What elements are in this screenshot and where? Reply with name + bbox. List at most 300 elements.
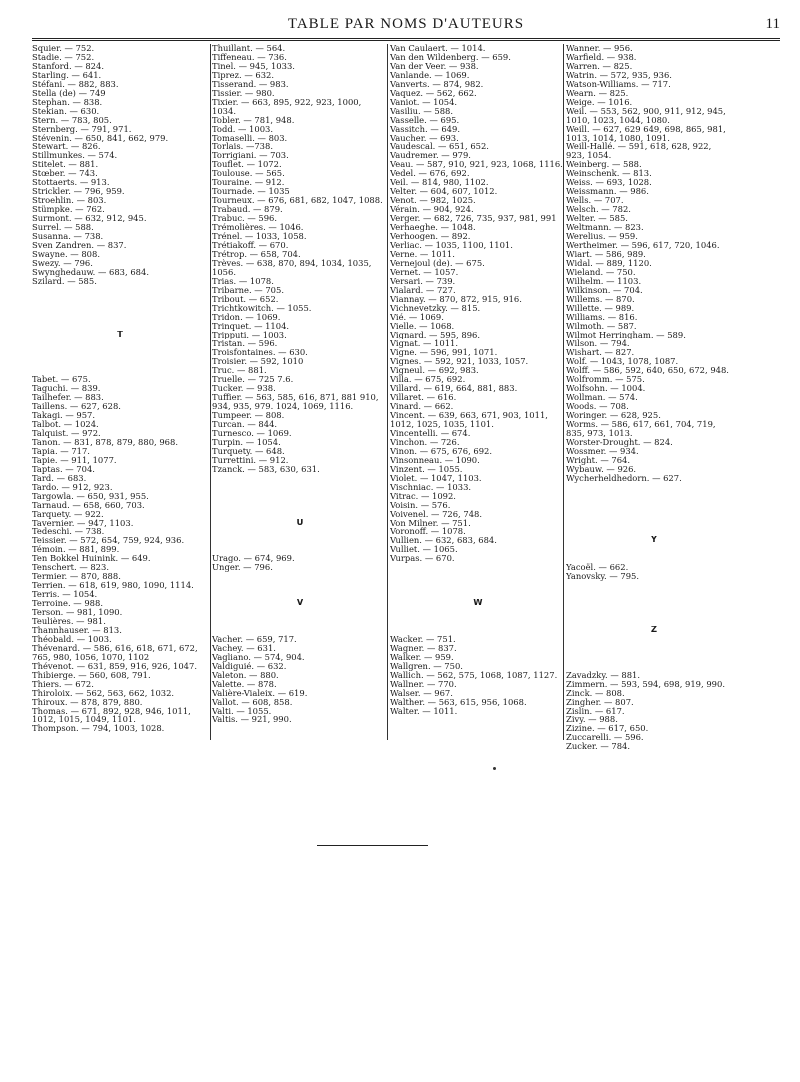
index-entry: Wishart. — 827. xyxy=(566,348,635,358)
index-entry: Vaucher. — 693. xyxy=(390,133,459,143)
index-entry: Welter. — 585. xyxy=(566,214,628,224)
spacer-line xyxy=(566,608,742,617)
column-divider xyxy=(210,44,211,740)
index-entry: Troisfontaines. — 630. xyxy=(212,348,308,358)
index-column-3 xyxy=(390,44,566,715)
index-entry: Thiers. — 672. xyxy=(32,679,94,689)
index-entry: 835, 973, 1013. xyxy=(566,428,633,438)
index-entry: Tard. — 683. xyxy=(32,473,87,483)
index-entry: Wacker. — 751. xyxy=(390,634,456,644)
index-entry: Tourneux. — 676, 681, 682, 1047, 1088. xyxy=(212,196,383,206)
index-entry: Tavernier. — 947, 1103. xyxy=(32,518,134,528)
spacer-line xyxy=(390,617,566,626)
spacer-line xyxy=(566,653,742,662)
index-entry: Watrin. — 572, 935, 936. xyxy=(566,70,672,80)
spacer-line xyxy=(390,608,566,617)
index-entry: Stroehlin. — 803. xyxy=(32,196,107,206)
index-entry: Swayne. — 808. xyxy=(32,249,100,259)
index-entry: Yacoël. — 662. xyxy=(566,563,629,573)
spacer-line xyxy=(212,626,388,635)
index-entry: Wagner. — 837. xyxy=(390,643,457,653)
index-entry: Ten Bokkel Huinink. — 649. xyxy=(32,554,151,564)
index-entry: Vurpas. — 670. xyxy=(390,554,455,564)
index-entry: Werelius. — 959. xyxy=(566,232,638,241)
page-header xyxy=(32,14,780,38)
index-entry: Stillmunkes. — 574. xyxy=(32,151,118,161)
spacer-line xyxy=(212,501,388,510)
spacer-line xyxy=(566,492,742,501)
index-entry: Wilhelm. — 1103. xyxy=(566,276,642,286)
index-entry: Tissier. — 980. xyxy=(212,88,275,98)
index-entry: Willems. — 870. xyxy=(566,294,635,304)
index-entry: Urago. — 674, 969. xyxy=(212,554,295,564)
index-entry: Weill. — 627, 629 649, 698, 865, 981, xyxy=(566,124,726,134)
index-entry: Zizine. — 617, 650. xyxy=(566,724,649,734)
index-entry: Wolf. — 1043, 1078, 1087. xyxy=(566,357,679,367)
index-entry: Turcan. — 844. xyxy=(212,420,278,429)
index-entry: Trabuc. — 596. xyxy=(212,214,278,224)
index-entry: Tobler. — 781, 948. xyxy=(212,115,295,125)
index-entry: Van Caulaert. — 1014. xyxy=(390,44,486,53)
index-entry: Violet. — 1047, 1103. xyxy=(390,473,482,483)
column-divider xyxy=(387,44,388,740)
index-entry: Tapie. — 911, 1077. xyxy=(32,455,117,465)
index-entry: Voronoff. — 1078. xyxy=(390,527,466,537)
index-entry: Vallot. — 608, 858. xyxy=(212,697,293,707)
section-letter: U xyxy=(296,518,304,528)
index-entry: Wossmer. — 934. xyxy=(566,446,639,456)
spacer-line xyxy=(32,348,208,357)
index-entry: Vérain. — 904, 924. xyxy=(390,205,474,215)
index-entry: 1034. xyxy=(212,106,236,116)
index-columns xyxy=(32,44,780,752)
spacer-line xyxy=(566,599,742,608)
index-entry: Targowla. — 650, 931, 955. xyxy=(32,491,149,501)
index-entry: Valti. — 1055. xyxy=(212,706,272,716)
index-entry: Wearn. — 825. xyxy=(566,88,629,98)
index-entry: Stitelet. — 881. xyxy=(32,160,99,170)
index-entry: Vernejoul (de). — 675. xyxy=(390,258,485,268)
index-entry: Stœber. — 743. xyxy=(32,169,98,179)
index-entry: Wallner. — 770. xyxy=(390,679,457,689)
index-entry: Willette. — 989. xyxy=(566,303,635,313)
index-entry: Viannay. — 870, 872, 915, 916. xyxy=(390,294,522,304)
index-entry: Wilson. — 794. xyxy=(566,339,630,349)
index-entry: Tiprez. — 632. xyxy=(212,70,275,80)
index-entry: Stephan. — 838. xyxy=(32,97,103,107)
index-entry: Warfield. — 938. xyxy=(566,52,637,62)
spacer-line xyxy=(566,644,742,653)
spacer-line xyxy=(212,474,388,483)
index-entry: Wallgren. — 750. xyxy=(390,661,463,671)
index-entry: Vassitch. — 649. xyxy=(390,124,461,134)
index-entry: Tomaselli. — 803. xyxy=(212,133,288,143)
index-entry: Zivy. — 988. xyxy=(566,715,618,725)
index-entry: Zingher. — 807. xyxy=(566,697,634,707)
index-entry: Walther. — 563, 615, 956, 1068. xyxy=(390,697,527,707)
index-entry: Valtis. — 921, 990. xyxy=(212,715,292,725)
index-entry: Teulières. — 981. xyxy=(32,617,106,626)
spacer-line xyxy=(32,339,208,348)
index-entry: Thévenard. — 586, 616, 618, 671, 672, xyxy=(32,643,198,653)
index-entry: Zucker. — 784. xyxy=(566,742,631,752)
index-entry: Vinard. — 662. xyxy=(390,402,454,412)
index-entry: Stadie. — 752. xyxy=(32,52,95,62)
index-entry: Vignes. — 592, 921, 1033, 1057. xyxy=(390,357,529,367)
index-entry: Woods. — 708. xyxy=(566,402,629,412)
index-entry: Vinzent. — 1055. xyxy=(390,464,463,474)
index-entry: Termier. — 870, 888. xyxy=(32,572,121,582)
index-entry: Wilmot Herringham. — 589. xyxy=(566,330,686,340)
index-entry: Stern. — 783, 805. xyxy=(32,115,112,125)
section-letter: W xyxy=(473,599,483,609)
index-entry: Turpin. — 1054. xyxy=(212,437,281,447)
index-entry: Tridon. — 1069. xyxy=(212,312,281,322)
index-entry: Vitrac. — 1092. xyxy=(390,491,456,501)
index-entry: Tabet. — 675. xyxy=(32,375,91,385)
index-entry: Vedel. — 676, 692. xyxy=(390,169,470,179)
index-entry: Vincentelli. — 674. xyxy=(390,428,471,438)
index-entry: Squier. — 752. xyxy=(32,44,95,53)
index-entry: Watson-Williams. — 717. xyxy=(566,79,671,89)
index-entry: Stella (de) — 749 xyxy=(32,88,106,98)
index-column-1 xyxy=(32,44,208,733)
index-entry: Stéfani. — 882, 883. xyxy=(32,79,119,89)
index-entry: Turnesco. — 1069. xyxy=(212,428,292,438)
index-column-4 xyxy=(566,44,742,751)
index-entry: Weill-Hallé. — 591, 618, 628, 922, xyxy=(566,142,712,152)
index-entry: Tribout. — 652. xyxy=(212,294,279,304)
index-entry: Widal. — 889, 1120. xyxy=(566,258,652,268)
spacer-line xyxy=(566,554,742,563)
index-entry: Vielle. — 1068. xyxy=(390,321,455,331)
index-entry: Teissier. — 572, 654, 759, 924, 936. xyxy=(32,536,185,546)
index-entry: Weiss. — 693, 1028. xyxy=(566,178,652,188)
spacer-line xyxy=(32,313,208,322)
index-entry: Vernet. — 1057. xyxy=(390,267,459,277)
spacer-line xyxy=(566,545,742,554)
index-entry: Terrien. — 618, 619, 980, 1090, 1114. xyxy=(32,581,194,591)
index-entry: Trémolières. — 1046. xyxy=(212,223,304,233)
index-entry: Swezy. — 796. xyxy=(32,258,93,268)
index-entry: Truelle. — 725 7.6. xyxy=(212,375,294,385)
index-entry: Weinschenk. — 813. xyxy=(566,169,652,179)
index-entry: Vullien. — 632, 683, 684. xyxy=(390,536,497,546)
index-entry: Van der Veer. — 938. xyxy=(390,61,479,71)
index-entry: Trinquet. — 1104. xyxy=(212,321,290,331)
index-entry: Wanner. — 956. xyxy=(566,44,633,53)
index-entry: Tenschert. — 823. xyxy=(32,563,110,573)
index-entry: Walker. — 959. xyxy=(390,652,454,662)
index-entry: 1012, 1015, 1049, 1101. xyxy=(32,715,136,725)
index-entry: Swynghedauw. — 683, 684. xyxy=(32,267,149,277)
index-entry: Tedeschi. — 738. xyxy=(32,527,105,537)
index-entry: Stekian. — 630. xyxy=(32,106,100,116)
index-entry: Vacher. — 659, 717. xyxy=(212,634,297,644)
index-entry: Terroine. — 988. xyxy=(32,599,103,609)
section-letter: Z xyxy=(650,625,658,635)
index-entry: Van den Wildenberg. — 659. xyxy=(390,52,511,62)
index-entry: Talquist. — 972. xyxy=(32,428,101,438)
index-entry: Walter. — 1011. xyxy=(390,706,458,716)
index-entry: Walser. — 967. xyxy=(390,688,453,698)
index-entry: Théobald. — 1003. xyxy=(32,634,112,644)
spacer-line xyxy=(212,510,388,519)
spacer-line xyxy=(566,635,742,644)
index-entry: Turrettini. — 912. xyxy=(212,455,289,465)
index-entry: Zuccarelli. — 596. xyxy=(566,733,644,743)
index-entry: Talbot. — 1024. xyxy=(32,420,99,429)
index-entry: Tribarne. — 705. xyxy=(212,285,284,295)
index-entry: Weltmann. — 823. xyxy=(566,223,644,233)
index-entry: Zinck. — 808. xyxy=(566,688,625,698)
index-column-2 xyxy=(212,44,388,724)
spacer-line xyxy=(566,510,742,519)
index-entry: Woringer. — 628, 925. xyxy=(566,411,661,421)
index-entry: Vignat. — 1011. xyxy=(390,339,459,349)
index-entry: Weige. — 1016. xyxy=(566,97,633,107)
index-entry: Versari. — 739. xyxy=(390,276,456,286)
spacer-line xyxy=(32,295,208,304)
index-entry: 923, 1054. xyxy=(566,151,612,161)
index-entry: Turquety. — 648. xyxy=(212,446,285,456)
index-entry: Veil. — 814, 980, 1102. xyxy=(390,178,489,188)
section-letter: T xyxy=(117,330,123,340)
index-entry: Williams. — 816. xyxy=(566,312,638,322)
index-entry: Vaniot. — 1054. xyxy=(390,97,458,107)
index-entry: Vinon. — 675, 676, 692. xyxy=(390,446,493,456)
index-entry: Tarquety. — 922. xyxy=(32,509,104,519)
index-entry: Toulouse. — 565. xyxy=(212,169,285,179)
index-entry: Stanford. — 824. xyxy=(32,61,105,71)
index-entry: Warren. — 825. xyxy=(566,61,633,71)
header-rule xyxy=(32,38,780,41)
spacer-line xyxy=(390,563,566,572)
index-entry: Tailhefer. — 883. xyxy=(32,393,104,403)
index-entry: Surmont. — 632, 912, 945. xyxy=(32,214,147,224)
index-entry: Vinsonneau. — 1090. xyxy=(390,455,480,465)
spacer-line xyxy=(566,617,742,626)
index-entry: Worster-Drought. — 824. xyxy=(566,437,673,447)
index-entry: Wycherheldhedorn. — 627. xyxy=(566,473,682,483)
index-entry: Thiroux. — 878, 879, 880. xyxy=(32,697,143,707)
index-entry: Vanverts. — 874, 982. xyxy=(390,79,484,89)
index-entry: Verhoogen. — 892. xyxy=(390,232,471,241)
page-title: TABLE PAR NOMS D'AUTEURS xyxy=(287,16,525,32)
index-entry: Voivenel. — 726, 748. xyxy=(390,509,483,519)
index-entry: Wilmoth. — 587. xyxy=(566,321,637,331)
spacer-line xyxy=(32,304,208,313)
index-entry: Weissmann. — 986. xyxy=(566,187,649,197)
index-entry: Starling. — 641. xyxy=(32,70,102,80)
index-entry: Veau. — 587, 910, 921, 923, 1068, 1116. xyxy=(390,160,563,170)
index-entry: Tumpeer. — 808. xyxy=(212,411,285,421)
spacer-line xyxy=(566,662,742,671)
index-entry: Tinel. — 945, 1033. xyxy=(212,61,295,71)
index-entry: Villard. — 619, 664, 881, 883. xyxy=(390,384,518,394)
index-entry: Terson. — 981, 1090. xyxy=(32,608,123,617)
index-entry: Wieland. — 750. xyxy=(566,267,636,277)
index-entry: 1013, 1014, 1080, 1091. xyxy=(566,133,670,143)
index-entry: 1012, 1025, 1035, 1101. xyxy=(390,420,494,429)
index-entry: Vinchon. — 726. xyxy=(390,437,460,447)
index-entry: Vaudescal. — 651, 652. xyxy=(390,142,489,152)
index-entry: Thomas. — 671, 892, 928, 946, 1011, xyxy=(32,706,191,716)
index-entry: Von Milner. — 751. xyxy=(390,518,471,528)
ink-speck xyxy=(493,767,496,770)
index-entry: Témoin. — 881, 899. xyxy=(32,545,120,555)
index-entry: Stümpke. — 762. xyxy=(32,205,105,215)
index-entry: Vié. — 1069. xyxy=(390,312,444,322)
index-entry: Wallich. — 562, 575, 1068, 1087, 1127. xyxy=(390,670,558,680)
index-entry: Stottaerts. — 913. xyxy=(32,178,110,188)
index-entry: Verliac. — 1035, 1100, 1101. xyxy=(390,240,513,250)
index-entry: Trétiakoff. — 670. xyxy=(212,240,289,250)
spacer-line xyxy=(212,590,388,599)
index-entry: Wolfromm. — 575. xyxy=(566,375,645,385)
spacer-line xyxy=(32,286,208,295)
index-entry: Tzanck. — 583, 630, 631. xyxy=(212,464,320,474)
spacer-line xyxy=(566,519,742,528)
spacer-line xyxy=(390,572,566,581)
index-entry: Zislin. — 617. xyxy=(566,706,625,716)
index-entry: Trèves. — 638, 870, 894, 1034, 1035, xyxy=(212,258,372,268)
spacer-line xyxy=(32,357,208,366)
index-entry: Thompson. — 794, 1003, 1028. xyxy=(32,724,165,734)
index-entry: Trabaud. — 879. xyxy=(212,205,283,215)
index-entry: Takagi. — 957. xyxy=(32,411,96,421)
index-entry: Vigne. — 596, 991, 1071. xyxy=(390,348,498,358)
index-entry: Wolfsohn. — 1004. xyxy=(566,384,646,394)
spacer-line xyxy=(390,581,566,590)
index-entry: Trichtkowitch. — 1055. xyxy=(212,303,312,313)
index-entry: Zavadzky. — 881. xyxy=(566,670,641,680)
index-entry: Worms. — 586, 617, 661, 704, 719, xyxy=(566,420,716,429)
index-entry: Tixier. — 663, 895, 922, 923, 1000, xyxy=(212,97,362,107)
index-entry: Tripputi. — 1003. xyxy=(212,330,287,340)
index-entry: Voisin. — 576. xyxy=(390,500,451,510)
index-entry: Villa. — 675, 692. xyxy=(390,375,466,385)
spacer-line xyxy=(566,527,742,536)
index-entry: Touflet. — 1072. xyxy=(212,160,282,170)
spacer-line xyxy=(32,322,208,331)
index-entry: Szilard. — 585. xyxy=(32,276,97,286)
index-entry: Wertheimer. — 596, 617, 720, 1046. xyxy=(566,240,720,250)
index-entry: Weil. — 553, 562, 900, 911, 912, 945, xyxy=(566,106,726,116)
page-number: 11 xyxy=(765,16,780,32)
index-entry: Vasiliu. — 588. xyxy=(390,106,454,116)
spacer-line xyxy=(212,545,388,554)
index-entry: Truc. — 881. xyxy=(212,366,267,376)
index-entry: Thannhauser. — 813. xyxy=(32,625,122,635)
index-entry: Wilkinson. — 704. xyxy=(566,285,643,295)
index-entry: Vichnevetzky. — 815. xyxy=(390,303,481,313)
index-entry: Stévenin. — 650, 841, 662, 979. xyxy=(32,133,169,143)
index-entry: Trétrop. — 658, 704. xyxy=(212,249,301,259)
index-entry: Vischniac. — 1033. xyxy=(390,482,472,492)
index-entry: Stewart. — 826. xyxy=(32,142,101,152)
spacer-line xyxy=(566,581,742,590)
index-entry: Vaquez. — 562, 662. xyxy=(390,88,477,98)
spacer-line xyxy=(212,483,388,492)
index-entry: Wiart. — 586, 989. xyxy=(566,249,646,259)
spacer-line xyxy=(32,366,208,375)
index-entry: Trénel. — 1033, 1058. xyxy=(212,232,307,241)
index-entry: Vincent. — 639, 663, 671, 903, 1011, xyxy=(390,411,548,421)
index-entry: Welsch. — 782. xyxy=(566,205,631,215)
index-entry: Touraine. — 912. xyxy=(212,178,285,188)
index-entry: Vialard. — 727. xyxy=(390,285,456,295)
spacer-line xyxy=(212,536,388,545)
index-entry: Verger. — 682, 726, 735, 937, 981, 991 xyxy=(390,214,557,224)
index-entry: Thévenot. — 631, 859, 916, 926, 1047. xyxy=(32,661,198,671)
index-entry: Tarnaud. — 658, 660, 703. xyxy=(32,500,145,510)
index-entry: Valette. — 878. xyxy=(212,679,277,689)
spacer-line xyxy=(390,626,566,635)
index-entry: Troisier. — 592, 1010 xyxy=(212,357,304,367)
index-entry: Surrel. — 588. xyxy=(32,223,94,233)
column-divider xyxy=(563,44,564,740)
index-entry: Trias. — 1078. xyxy=(212,276,274,286)
spacer-line xyxy=(566,590,742,599)
index-entry: Tardo. — 912, 923. xyxy=(32,482,113,492)
index-entry: Taguchi. — 839. xyxy=(32,384,101,394)
index-entry: Thuillant. — 564. xyxy=(212,44,286,53)
spacer-line xyxy=(212,617,388,626)
index-entry: 765, 980, 1056, 1070, 1102 xyxy=(32,652,150,662)
index-entry: Venot. — 982, 1025. xyxy=(390,196,476,206)
index-entry: Tuffier. — 563, 585, 616, 871, 881 910, xyxy=(212,393,379,403)
section-letter: Y xyxy=(650,536,658,546)
index-entry: Terris. — 1054. xyxy=(32,590,98,600)
index-entry: Taillens. — 627, 628. xyxy=(32,402,121,412)
index-entry: Valière-Vialeix. — 619. xyxy=(212,688,308,698)
spacer-line xyxy=(566,483,742,492)
index-entry: Susanna. — 738. xyxy=(32,232,104,241)
index-entry: Tucker. — 938. xyxy=(212,384,276,394)
index-entry: Todd. — 1003. xyxy=(212,124,274,134)
index-entry: Vachey. — 631. xyxy=(212,643,276,653)
index-entry: Villaret. — 616. xyxy=(390,393,457,403)
index-entry: Torrigiani. — 703. xyxy=(212,151,289,161)
index-entry: Vignard. — 595, 896. xyxy=(390,330,481,340)
index-entry: Velter. — 604, 607, 1012. xyxy=(390,187,498,197)
index-entry: Vaudremer. — 979. xyxy=(390,151,471,161)
index-entry: Torlais. —738. xyxy=(212,142,273,152)
index-entry: Valeton. — 880. xyxy=(212,670,279,680)
index-entry: Wollman. — 574. xyxy=(566,393,638,403)
index-entry: Sternberg. — 791, 971. xyxy=(32,124,132,134)
index-entry: Vulliet. — 1065. xyxy=(390,545,458,555)
index-entry: Wells. — 707. xyxy=(566,196,624,206)
index-entry: Tapia. — 717. xyxy=(32,446,90,456)
index-entry: Tanon. — 831, 878, 879, 880, 968. xyxy=(32,437,179,447)
index-entry: Wright. — 764. xyxy=(566,455,631,465)
index-entry: Taptas. — 704. xyxy=(32,464,95,474)
index-entry: Thibierge. — 560, 608, 791. xyxy=(32,670,151,680)
spacer-line xyxy=(390,590,566,599)
index-entry: Vasselle. — 695. xyxy=(390,115,460,125)
index-entry: Strickler. — 796, 959. xyxy=(32,187,125,197)
index-entry: Thiroloix. — 562, 563, 662, 1032. xyxy=(32,688,175,698)
index-entry: Wybauw. — 926. xyxy=(566,464,637,474)
index-entry: Tournade. — 1035 xyxy=(212,187,290,197)
footer-rule xyxy=(317,845,428,846)
index-entry: Verne. — 1011. xyxy=(390,249,455,259)
index-entry: Vanlande. — 1069. xyxy=(390,70,470,80)
index-entry: Vigneul. — 692, 983. xyxy=(390,366,479,376)
section-letter: V xyxy=(296,599,304,609)
